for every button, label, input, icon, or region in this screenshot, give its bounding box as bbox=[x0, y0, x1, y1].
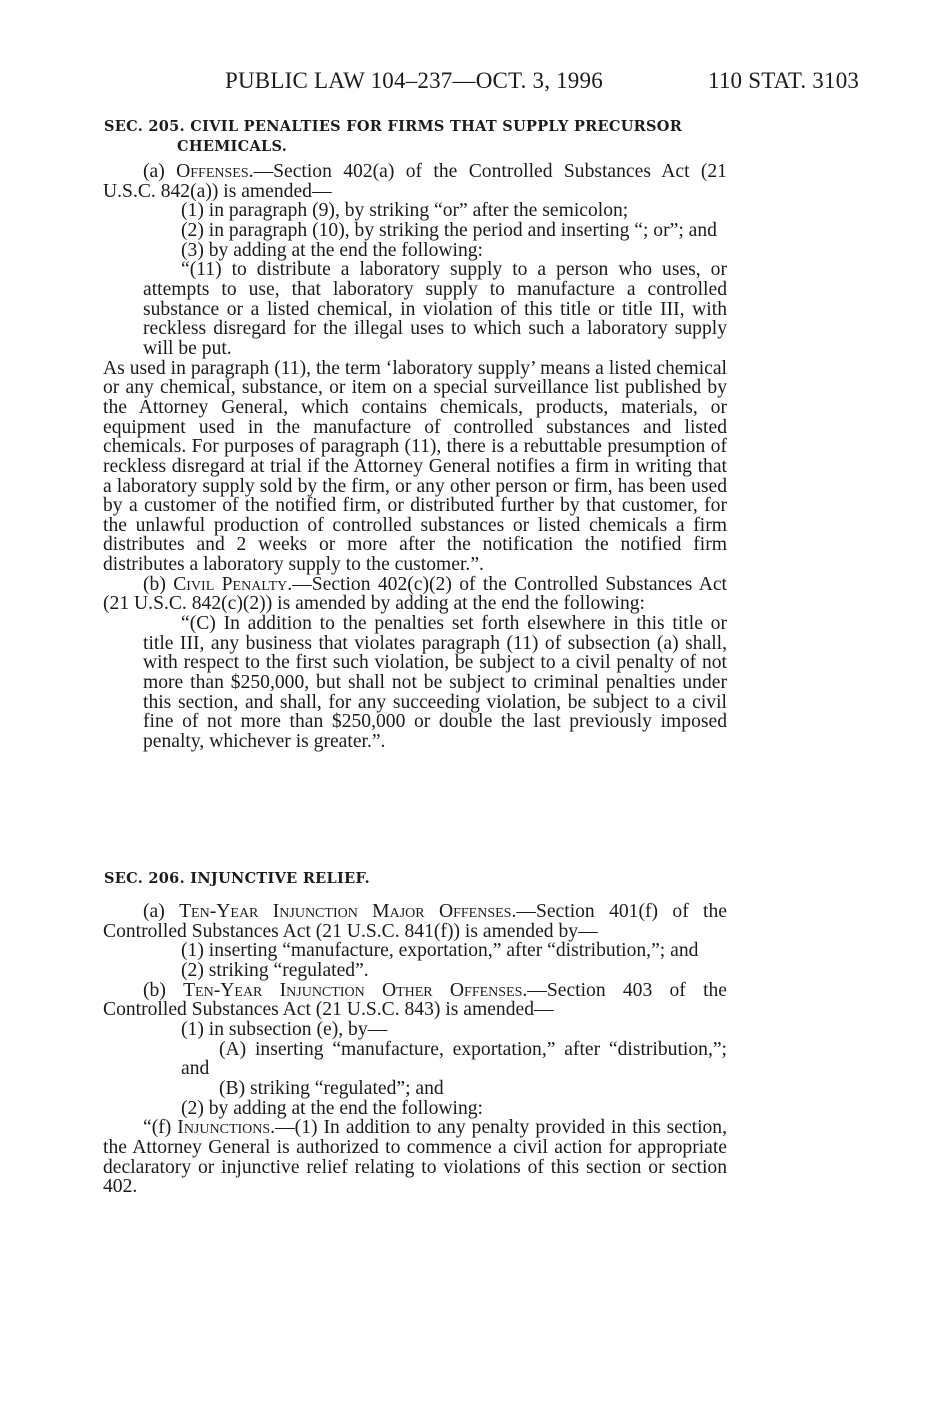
laboratory-supply-definition: As used in paragraph (11), the term ‘laboratory supply’ means a listed chemical or any chemical, substance, or item on a special surveillance list published by the Attorney General, which contains chemicals, products, materials, or equipment used in the manufacture of controlled substances and listed chemicals. For purposes of paragraph (11), there is a rebuttable presumption of reckless disregard at trial if the Attorney General notifies a firm in writing that a laboratory supply sold by the firm, or any other person or firm, has been used by a customer of the notified firm, or distributed further by that customer, for the unlawful production of controlled substances or listed chemicals a firm distributes and 2 weeks or more after the notification the notified firm distributes a laboratory supply to the customer.”. bbox=[103, 357, 727, 576]
subsection-caption: Civil Penalty bbox=[173, 573, 288, 595]
subsection-caption: Ten-Year Injunction Other Offenses bbox=[183, 979, 523, 1001]
subsection-caption: Ten-Year Injunction Major Offenses bbox=[179, 901, 512, 922]
subsection-caption: Injunctions bbox=[177, 1117, 271, 1139]
section-206-body bbox=[103, 902, 727, 1197]
section-206-heading: SEC. 206. INJUNCTIVE RELIEF. bbox=[104, 870, 370, 887]
section-205-heading-line1: SEC. 205. CIVIL PENALTIES FOR FIRMS THAT SUPPLY PRECURSOR bbox=[104, 118, 683, 135]
running-header-title: PUBLIC LAW 104–237—OCT. 3, 1996 bbox=[225, 68, 603, 93]
quoted-paragraph-11: “(11) to distribute a laboratory supply to a person who uses, or attempts to use, that laboratory supply to manufacture a controlled substance or a listed chemical, in violation of this title or title III, with reckless disregard for the illegal uses to which such a laboratory supply will be put. bbox=[143, 259, 727, 359]
subsection-206-b: (b) Ten-Year Injunction Other Offenses.—Section 403 of the Controlled Substances Act (21 U.S.C. 843) is amended— bbox=[103, 979, 728, 1021]
paragraph-item-2: (2) by adding at the end the following: bbox=[181, 1097, 484, 1119]
subsection-caption: Offenses bbox=[176, 161, 249, 182]
paragraph-item-1: (1) in paragraph (9), by striking “or” after the semicolon; bbox=[181, 200, 629, 222]
section-205-heading-line2: CHEMICALS. bbox=[177, 138, 288, 155]
paragraph-item-1: (1) in subsection (e), by— bbox=[181, 1018, 388, 1040]
subsection-205-b: (b) Civil Penalty.—Section 402(c)(2) of the Controlled Substances Act (21 U.S.C. 842(c)(2)) is amended by adding at the end the following: bbox=[103, 573, 727, 615]
section-205-body bbox=[103, 162, 727, 752]
paragraph-item-3: (3) by adding at the end the following: bbox=[181, 239, 484, 261]
subparagraph-A: (A) inserting “manufacture, exportation,” after “distribution,”; and bbox=[181, 1038, 727, 1080]
subsection-206-a: (a) Ten-Year Injunction Major Offenses.—Section 401(f) of the Controlled Substances Act (21 U.S.C. 841(f)) is amended by— bbox=[103, 901, 727, 942]
paragraph-item-1: (1) inserting “manufacture, exportation,” after “distribution,”; and bbox=[181, 940, 699, 962]
subsection-205-a: (a) Offenses.—Section 402(a) of the Controlled Substances Act (21 U.S.C. 842(a)) is amended— bbox=[103, 161, 727, 202]
running-header-stat-page: 110 STAT. 3103 bbox=[708, 68, 860, 93]
quoted-subsection-f: “(f) Injunctions.—(1) In addition to any penalty provided in this section, the Attorney General is authorized to commence a civil action for appropriate declaratory or injunctive relief relating to violations of this section or section 402. bbox=[103, 1117, 728, 1198]
section-205-heading bbox=[104, 117, 744, 157]
subparagraph-B: (B) striking “regulated”; and bbox=[219, 1077, 444, 1099]
paragraph-item-2: (2) striking “regulated”. bbox=[181, 959, 369, 981]
paragraph-item-2: (2) in paragraph (10), by striking the period and inserting “; or”; and bbox=[181, 219, 717, 241]
quoted-paragraph-C: “(C) In addition to the penalties set forth elsewhere in this title or title III, any business that violates paragraph (11) of subsection (a) shall, with respect to the first such violation, be subject to a civil penalty of not more than $250,000, but shall not be subject to criminal penalties under this section, and shall, for any succeeding violation, be subject to a civil fine of not more than $250,000 or double the last previously imposed penalty, whichever is greater.”. bbox=[143, 613, 727, 753]
